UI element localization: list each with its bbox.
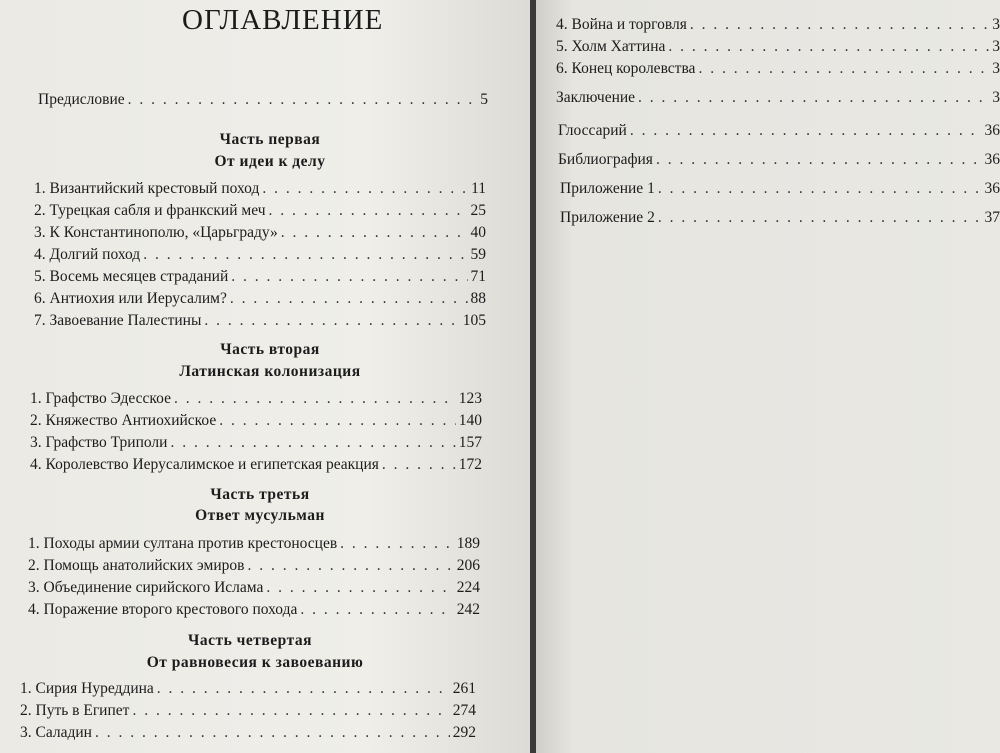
entry-label: 4. Война и торговля: [556, 16, 687, 33]
leader-dots: [262, 180, 468, 198]
entry-page: 292: [452, 724, 476, 741]
part-heading: Часть четвертая: [187, 632, 313, 649]
right-page: [536, 0, 1000, 753]
leader-dots: [698, 60, 989, 78]
part-heading: Часть вторая: [220, 341, 320, 358]
entry-label: 4. Королевство Иерусалимское и египетская реакция: [30, 456, 379, 473]
leader-dots: [128, 91, 478, 109]
part-subtitle: Ответ мусульман: [195, 507, 325, 524]
leader-dots: [266, 579, 453, 597]
entry-page: 40: [470, 224, 486, 241]
entry-label: 2. Путь в Египет: [20, 702, 130, 719]
entry-page: 3: [992, 16, 1000, 33]
toc-entry: [556, 60, 1000, 78]
toc-entry: [20, 724, 476, 742]
toc-entry: [556, 89, 1000, 107]
toc-entry: [28, 535, 480, 553]
toc-entry: [34, 290, 486, 308]
entry-label: 3. Саладин: [20, 724, 92, 741]
leader-dots: [382, 456, 456, 474]
entry-page: 36: [984, 151, 1000, 168]
toc-entry: [20, 702, 476, 720]
toc-entry: [34, 312, 486, 330]
toc-entry: [34, 224, 486, 242]
entry-page: 36: [984, 122, 1000, 139]
entry-page: 59: [470, 246, 486, 263]
leader-dots: [668, 38, 989, 56]
leader-dots: [95, 724, 450, 742]
part-heading: Часть третья: [210, 486, 310, 503]
entry-page: 5: [480, 91, 488, 108]
toc-entry: [28, 557, 480, 575]
entry-label: Приложение 2: [560, 209, 655, 226]
toc-entry-preface: [38, 91, 488, 109]
entry-label: Предисловие: [38, 91, 125, 108]
entry-page: 3: [992, 89, 1000, 106]
leader-dots: [340, 535, 454, 553]
entry-label: Библиография: [558, 151, 653, 168]
entry-label: 6. Антиохия или Иерусалим?: [34, 290, 227, 307]
leader-dots: [157, 680, 450, 698]
entry-label: 3. К Константинополю, «Царьграду»: [34, 224, 278, 241]
leader-dots: [656, 151, 982, 169]
leader-dots: [132, 702, 449, 720]
toc-entry: [34, 202, 486, 220]
toc-entry: [34, 268, 486, 286]
entry-page: 157: [458, 434, 482, 451]
entry-label: 1. Графство Эдесское: [30, 390, 171, 407]
entry-page: 206: [456, 557, 480, 574]
leader-dots: [281, 224, 468, 242]
toc-entry: [30, 390, 482, 408]
entry-label: 1. Сирия Нуреддина: [20, 680, 154, 697]
leader-dots: [690, 16, 989, 34]
entry-page: 274: [452, 702, 476, 719]
entry-page: 3: [992, 38, 1000, 55]
leader-dots: [143, 246, 467, 264]
toc-entry: [30, 456, 482, 474]
toc-entry: [28, 601, 480, 619]
entry-label: 4. Поражение второго крестового похода: [28, 601, 298, 618]
entry-label: 2. Турецкая сабля и франкский меч: [34, 202, 266, 219]
leader-dots: [174, 390, 456, 408]
toc-entry: [560, 180, 1000, 198]
toc-entry: [560, 209, 1000, 227]
part-subtitle: Латинская колонизация: [179, 363, 361, 380]
toc-entry: [556, 16, 1000, 34]
entry-label: 1. Походы армии султана против крестоносцев: [28, 535, 338, 552]
part-subtitle: От равновесия к завоеванию: [146, 654, 364, 671]
entry-page: 36: [984, 180, 1000, 197]
toc-entry: [30, 434, 482, 452]
entry-page: 189: [456, 535, 480, 552]
entry-label: 4. Долгий поход: [34, 246, 141, 263]
entry-label: 2. Помощь анатолийских эмиров: [28, 557, 245, 574]
entry-label: 2. Княжество Антиохийское: [30, 412, 217, 429]
entry-page: 71: [470, 268, 486, 285]
leader-dots: [300, 601, 453, 619]
entry-page: 242: [456, 601, 480, 618]
leader-dots: [630, 122, 982, 140]
toc-entry: [556, 38, 1000, 56]
entry-page: 224: [456, 579, 480, 596]
page-title: ОГЛАВЛЕНИЕ: [182, 4, 384, 36]
toc-entry: [28, 579, 480, 597]
entry-label: 3. Объединение сирийского Ислама: [28, 579, 264, 596]
leader-dots: [658, 180, 982, 198]
entry-label: Глоссарий: [558, 122, 627, 139]
toc-entry: [34, 180, 486, 198]
entry-label: 5. Холм Хаттина: [556, 38, 666, 55]
entry-page: 37: [984, 209, 1000, 226]
leader-dots: [231, 268, 467, 286]
leader-dots: [247, 557, 453, 575]
entry-page: 3: [992, 60, 1000, 77]
part-subtitle: От идеи к делу: [214, 153, 326, 170]
entry-label: 7. Завоевание Палестины: [34, 312, 202, 329]
entry-page: 105: [462, 312, 486, 329]
entry-label: 1. Византийский крестовый поход: [34, 180, 260, 197]
leader-dots: [170, 434, 455, 452]
leader-dots: [204, 312, 459, 330]
entry-page: 140: [458, 412, 482, 429]
entry-page: 25: [470, 202, 486, 219]
entry-page: 88: [470, 290, 486, 307]
leader-dots: [219, 412, 456, 430]
leader-dots: [269, 202, 468, 220]
toc-entry: [34, 246, 486, 264]
entry-label: Заключение: [556, 89, 636, 106]
part-heading: Часть первая: [219, 131, 321, 148]
entry-label: 3. Графство Триполи: [30, 434, 168, 451]
entry-label: 5. Восемь месяцев страданий: [34, 268, 229, 285]
leader-dots: [230, 290, 468, 308]
leader-dots: [638, 89, 989, 107]
entry-label: 6. Конец королевства: [556, 60, 696, 77]
entry-page: 123: [458, 390, 482, 407]
entry-label: Приложение 1: [560, 180, 655, 197]
entry-page: 261: [452, 680, 476, 697]
toc-entry: [30, 412, 482, 430]
leader-dots: [658, 209, 982, 227]
entry-page: 172: [458, 456, 482, 473]
toc-entry: [558, 151, 1000, 169]
toc-entry: [20, 680, 476, 698]
toc-entry: [558, 122, 1000, 140]
entry-page: 11: [471, 180, 486, 197]
